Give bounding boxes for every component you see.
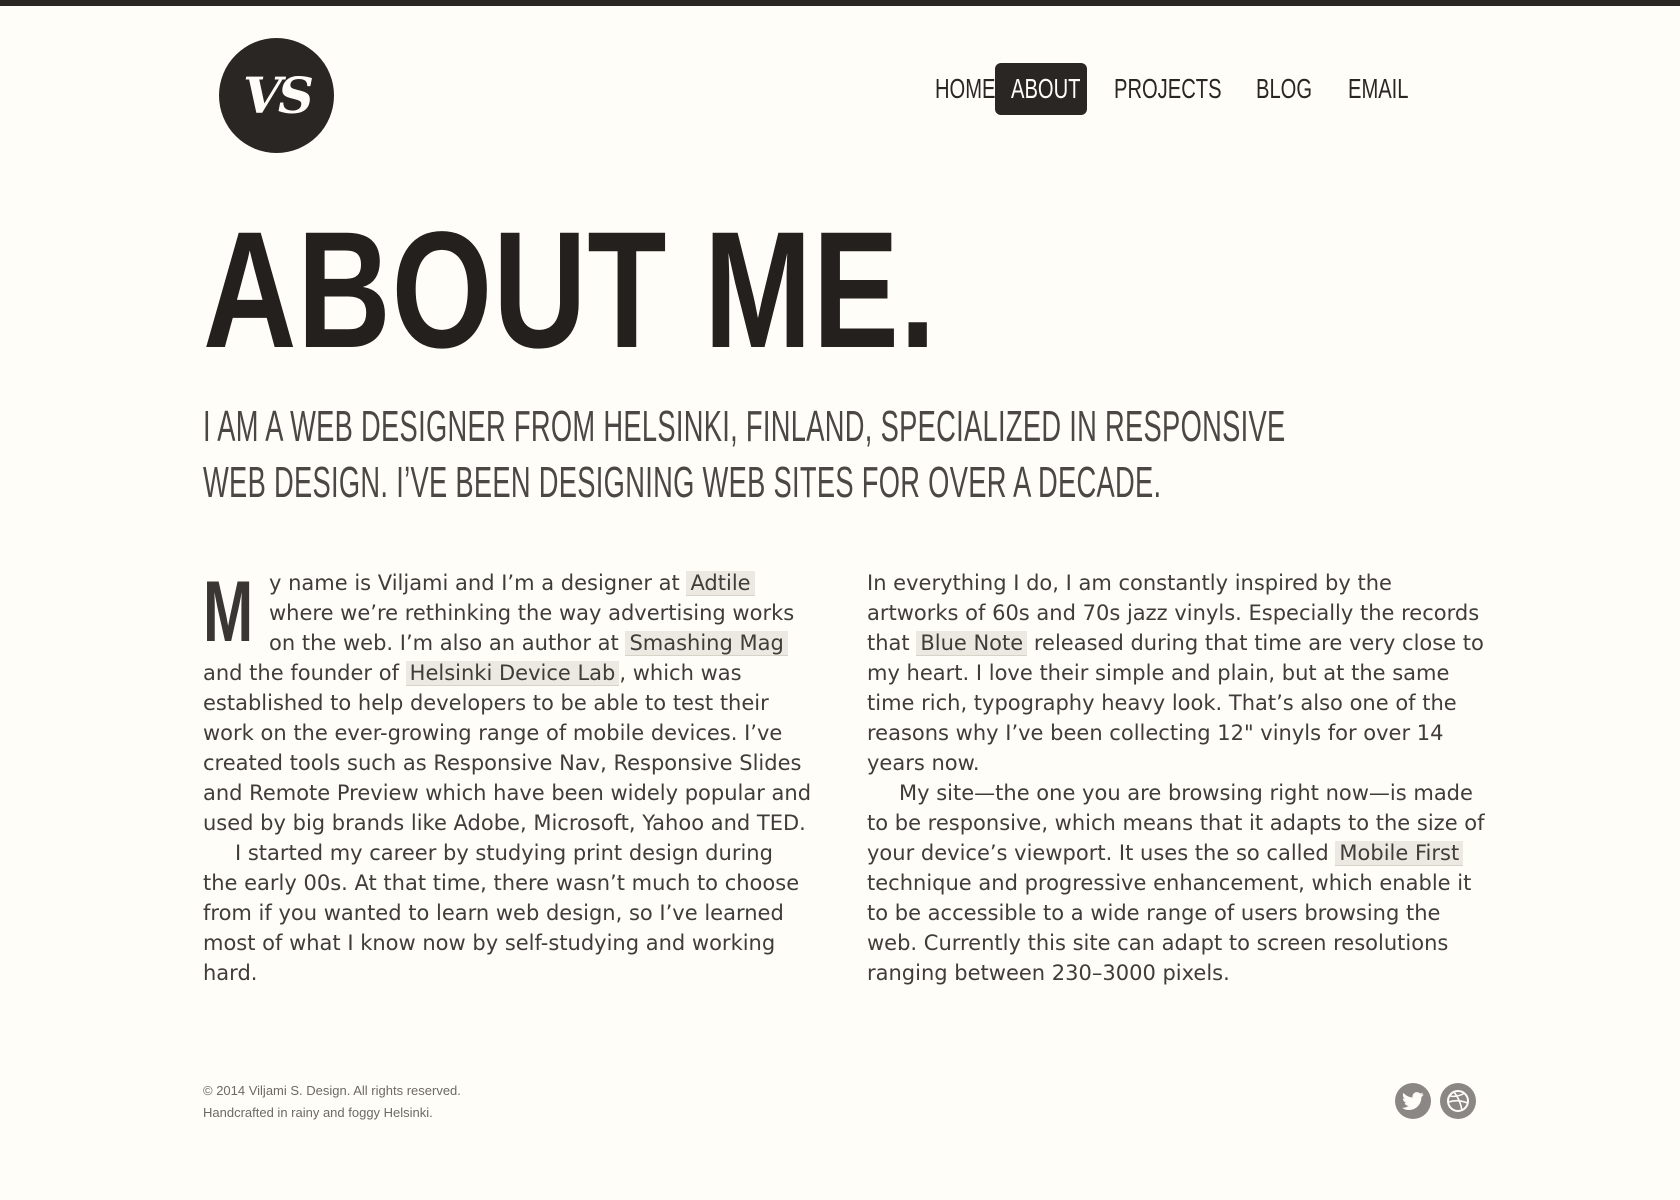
intro-line-1: I AM A WEB DESIGNER FROM HELSINKI, FINLAND, SPECIALIZED IN RESPONSIVE <box>203 402 1286 451</box>
nav-email[interactable]: EMAIL <box>1348 73 1409 104</box>
text-span: released during that time are very close to my heart. I love their simple and plain, but at the same time rich, typography heavy look. That’s also one of the reasons why I’ve been collecting 12" vinyls for over 14 years now. <box>867 631 1484 775</box>
link-blue-note[interactable]: Blue Note <box>916 631 1027 656</box>
left-paragraph-2: I started my career by studying print design during the early 00s. At that time, there wasn’t much to choose from if you wanted to learn web design, so I’ve learned most of what I know now by self-studying and working hard. <box>203 841 800 985</box>
nav-projects[interactable]: PROJECTS <box>1114 73 1222 104</box>
right-column <box>867 568 1487 988</box>
text-span: and the founder of <box>203 661 406 685</box>
dribbble-icon[interactable] <box>1440 1083 1476 1119</box>
drop-cap: M <box>203 564 254 660</box>
top-border <box>0 0 1680 6</box>
text-span: technique and progressive enhancement, which enable it to be accessible to a wide range of users browsing the web. Currently this site can adapt to screen resolutions ranging between 230–3000 pixels. <box>867 871 1472 985</box>
text-span: In everything I do, I am constantly inspired by the artworks of 60s and 70s jazz vinyls. Especially the records that <box>867 571 1480 655</box>
left-column <box>203 564 813 988</box>
intro-lead <box>203 399 1286 511</box>
logo-monogram: VS <box>243 65 310 125</box>
nav-about[interactable]: ABOUT <box>1011 73 1081 104</box>
text-span: where we’re rethinking the way advertising works on the web. I’m also an author at <box>269 601 795 655</box>
footer-copyright: © 2014 Viljami S. Design. All rights reserved. <box>203 1083 461 1098</box>
text-span: , which was established to help developers to be able to test their work on the ever-growing range of mobile devices. I’ve created tools such as Responsive Nav, Responsive Slides and Remote Preview which have been widely popular and used by big brands like Adobe, Microsoft, Yahoo and TED. <box>203 661 812 835</box>
link-adtile[interactable]: Adtile <box>686 571 754 596</box>
footer-tagline: Handcrafted in rainy and foggy Helsinki. <box>203 1105 433 1120</box>
text-span: y name is Viljami and I’m a designer at <box>269 571 687 595</box>
left-paragraph-1 <box>203 564 813 838</box>
right-paragraph-1 <box>867 568 1487 778</box>
link-helsinki-device-lab[interactable]: Helsinki Device Lab <box>406 661 620 686</box>
nav-blog[interactable]: BLOG <box>1256 73 1313 104</box>
page-title: ABOUT ME. <box>203 198 937 383</box>
twitter-icon[interactable] <box>1395 1083 1431 1119</box>
intro-line-2: WEB DESIGN. I’VE BEEN DESIGNING WEB SITES FOR OVER A DECADE. <box>203 458 1162 507</box>
link-mobile-first[interactable]: Mobile First <box>1335 841 1463 866</box>
link-smashing-mag[interactable]: Smashing Mag <box>625 631 787 656</box>
footer <box>203 1080 461 1124</box>
nav-home[interactable]: HOME <box>935 73 996 104</box>
text-span: My site—the one you are browsing right now—is made to be responsive, which means that it adapts to the size of your device’s viewport. It uses the so called <box>867 781 1485 865</box>
logo[interactable] <box>219 38 334 153</box>
right-paragraph-2 <box>867 778 1487 988</box>
